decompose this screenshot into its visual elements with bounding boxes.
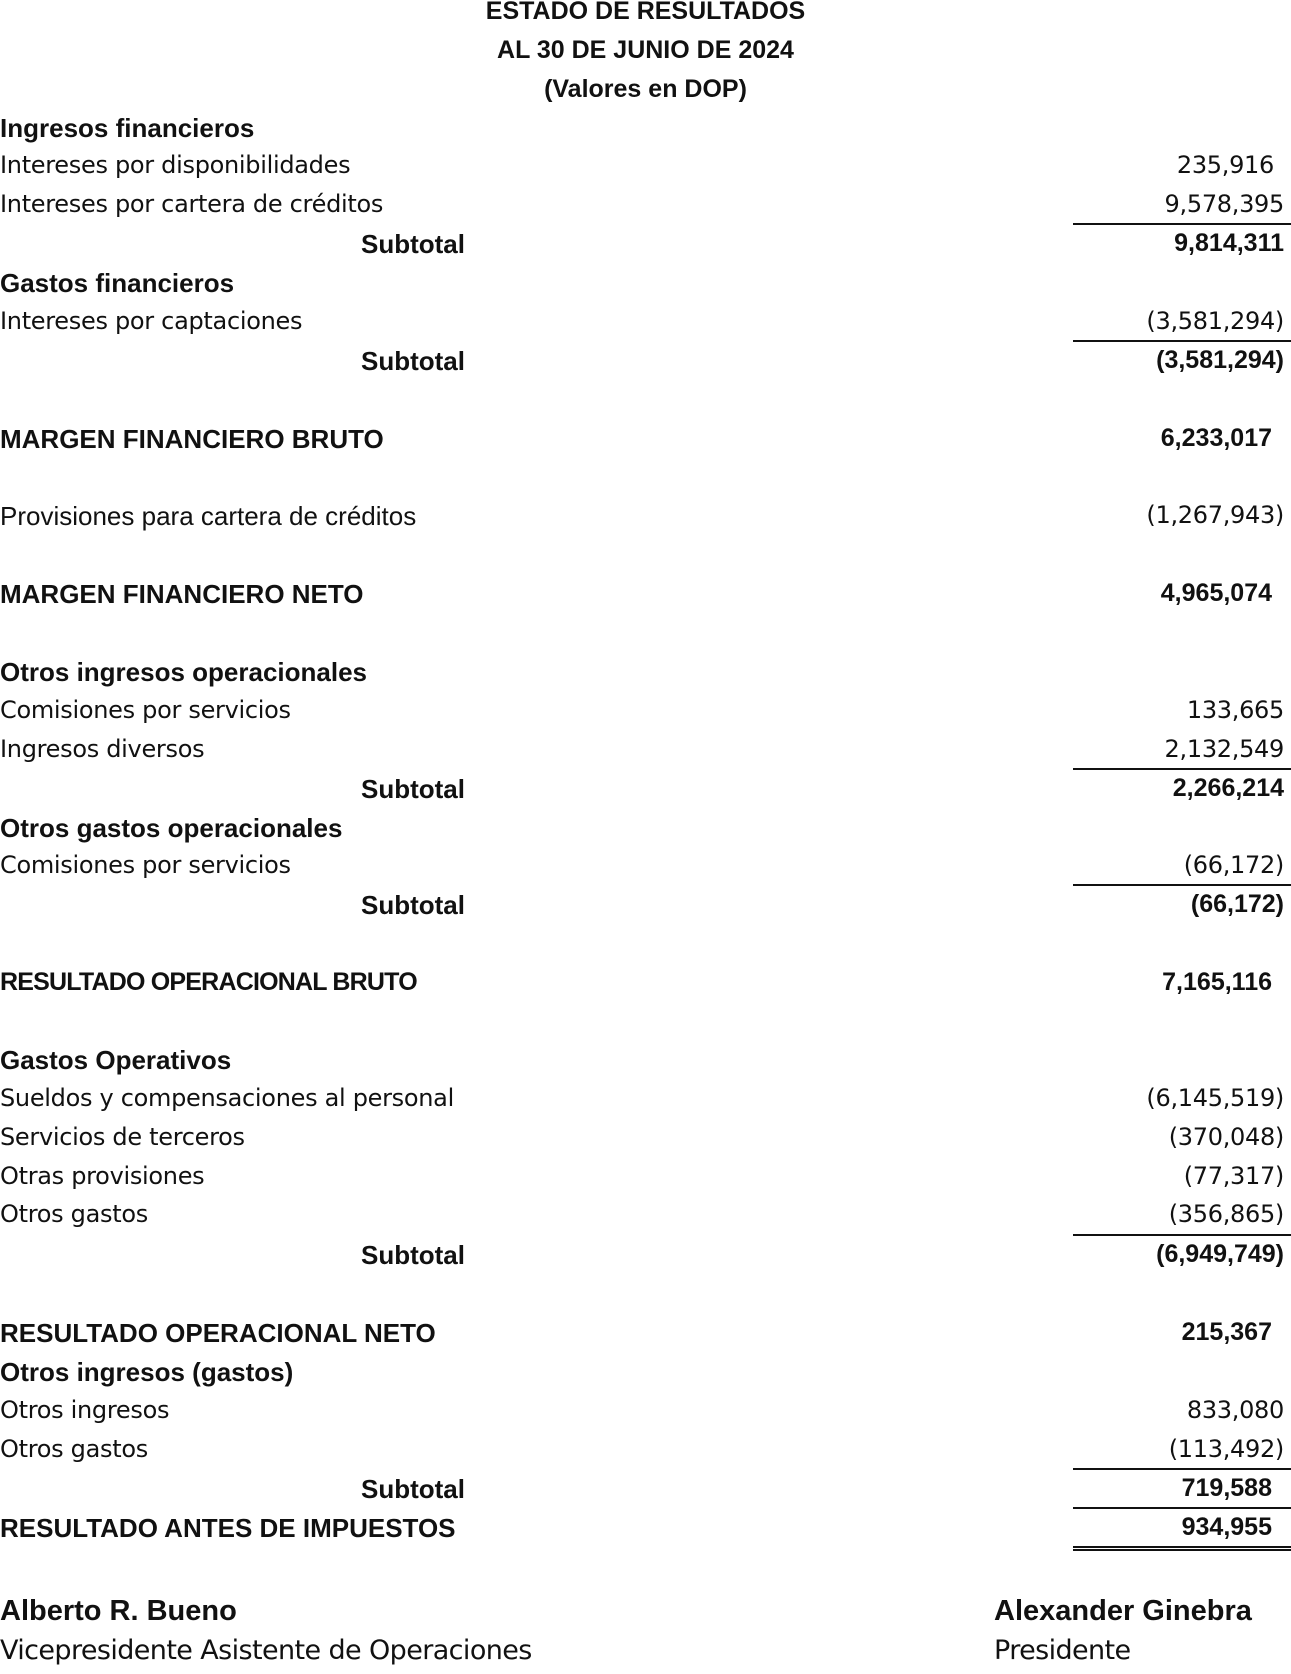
currency-note: (Valores en DOP) xyxy=(544,75,747,103)
total-label: RESULTADO ANTES DE IMPUESTOS xyxy=(0,1513,456,1543)
subtotal-rule xyxy=(1073,340,1291,342)
line-item-label: Intereses por cartera de créditos xyxy=(0,190,384,218)
statement-title: ESTADO DE RESULTADOS xyxy=(485,0,806,25)
subtotal-value: 719,588 xyxy=(1181,1474,1272,1502)
line-item-label: Intereses por captaciones xyxy=(0,307,303,335)
section-heading-gastos-financieros xyxy=(0,268,1291,306)
total-row-resultado-op-bruto xyxy=(0,968,1291,1006)
line-item-label: Otros gastos xyxy=(0,1435,148,1463)
line-item-row xyxy=(0,1084,1291,1122)
line-item-label: Otros ingresos xyxy=(0,1396,170,1424)
line-item-value: 833,080 xyxy=(1186,1396,1284,1424)
subtotal-rule xyxy=(1073,1468,1291,1470)
total-value: 7,165,116 xyxy=(1162,968,1272,996)
grand-total-double-rule xyxy=(1073,1546,1291,1551)
line-item-value: (66,172) xyxy=(1183,851,1284,879)
line-item-label: Comisiones por servicios xyxy=(0,696,291,724)
section-heading-otros-ingresos-gastos xyxy=(0,1357,1291,1395)
signatory-name-left: Alberto R. Bueno xyxy=(0,1595,237,1627)
line-item-label: Otros gastos xyxy=(0,1200,148,1228)
total-label: MARGEN FINANCIERO BRUTO xyxy=(0,424,384,454)
subtotal-label: Subtotal xyxy=(361,890,465,920)
signatory-name-right: Alexander Ginebra xyxy=(994,1595,1252,1627)
signatory-title-left: Vicepresidente Asistente de Operaciones xyxy=(0,1635,532,1666)
subtotal-row xyxy=(0,346,1291,384)
line-item-row xyxy=(0,1200,1291,1238)
line-item-value: (113,492) xyxy=(1168,1435,1284,1463)
subtotal-label: Subtotal xyxy=(361,1240,465,1270)
line-item-label: Ingresos diversos xyxy=(0,735,205,763)
section-heading-ingresos-financieros xyxy=(0,113,1291,151)
line-item-value: (3,581,294) xyxy=(1146,307,1284,335)
total-value: 934,955 xyxy=(1181,1513,1272,1541)
total-label: RESULTADO OPERACIONAL NETO xyxy=(0,1318,436,1348)
statement-date: AL 30 DE JUNIO DE 2024 xyxy=(497,36,794,64)
line-item-label: Provisiones para cartera de créditos xyxy=(0,501,417,531)
line-item-value: (370,048) xyxy=(1168,1123,1284,1151)
section-heading: Ingresos financieros xyxy=(0,113,255,143)
total-row-resultado-op-neto xyxy=(0,1318,1291,1356)
subtotal-value: (3,581,294) xyxy=(1156,346,1284,374)
subtotal-row xyxy=(0,1240,1291,1278)
subtotal-value: (66,172) xyxy=(1190,890,1284,918)
line-item-label: Sueldos y compensaciones al personal xyxy=(0,1084,454,1112)
line-item-value: 2,132,549 xyxy=(1164,735,1284,763)
line-item-row xyxy=(0,1396,1291,1434)
line-item-value: 133,665 xyxy=(1186,696,1284,724)
subtotal-row xyxy=(0,890,1291,928)
total-row-margen-bruto xyxy=(0,424,1291,462)
line-item-value: (77,317) xyxy=(1183,1162,1284,1190)
subtotal-rule xyxy=(1073,1507,1291,1509)
subtotal-label: Subtotal xyxy=(361,346,465,376)
total-value: 215,367 xyxy=(1181,1318,1272,1346)
subtotal-value: (6,949,749) xyxy=(1156,1240,1284,1268)
section-heading: Otros gastos operacionales xyxy=(0,813,343,843)
line-item-label: Intereses por disponibilidades xyxy=(0,151,351,179)
signatory-title-right: Presidente xyxy=(994,1635,1131,1666)
total-row-margen-neto xyxy=(0,579,1291,617)
section-heading: Gastos financieros xyxy=(0,268,235,298)
section-heading-otros-gastos-op xyxy=(0,813,1291,851)
line-item-label: Servicios de terceros xyxy=(0,1123,245,1151)
total-value: 4,965,074 xyxy=(1160,579,1272,607)
line-item-label: Comisiones por servicios xyxy=(0,851,291,879)
section-heading-gastos-operativos xyxy=(0,1045,1291,1083)
section-heading: Otros ingresos operacionales xyxy=(0,657,368,687)
section-heading-otros-ingresos-op xyxy=(0,657,1291,695)
subtotal-value: 9,814,311 xyxy=(1174,229,1284,257)
line-item-value: (1,267,943) xyxy=(1146,501,1284,529)
subtotal-rule xyxy=(1073,223,1291,225)
subtotal-label: Subtotal xyxy=(361,1474,465,1504)
subtotal-rule xyxy=(1073,768,1291,770)
subtotal-rule xyxy=(1073,1234,1291,1236)
line-item-row xyxy=(0,1162,1291,1200)
subtotal-value: 2,266,214 xyxy=(1172,774,1284,802)
total-label: RESULTADO OPERACIONAL BRUTO xyxy=(0,968,417,996)
subtotal-rule xyxy=(1073,884,1291,886)
line-item-row xyxy=(0,151,1291,189)
subtotal-row xyxy=(0,229,1291,267)
line-item-row xyxy=(0,501,1291,539)
subtotal-label: Subtotal xyxy=(361,229,465,259)
line-item-value: (356,865) xyxy=(1168,1200,1284,1228)
total-value: 6,233,017 xyxy=(1160,424,1272,452)
line-item-row xyxy=(0,1123,1291,1161)
section-heading: Gastos Operativos xyxy=(0,1045,232,1075)
line-item-value: (6,145,519) xyxy=(1146,1084,1284,1112)
subtotal-label: Subtotal xyxy=(361,774,465,804)
subtotal-row xyxy=(0,774,1291,812)
line-item-value: 235,916 xyxy=(1176,151,1274,179)
line-item-label: Otras provisiones xyxy=(0,1162,205,1190)
line-item-value: 9,578,395 xyxy=(1164,190,1284,218)
total-label: MARGEN FINANCIERO NETO xyxy=(0,579,364,609)
line-item-row xyxy=(0,696,1291,734)
section-heading: Otros ingresos (gastos) xyxy=(0,1357,294,1387)
